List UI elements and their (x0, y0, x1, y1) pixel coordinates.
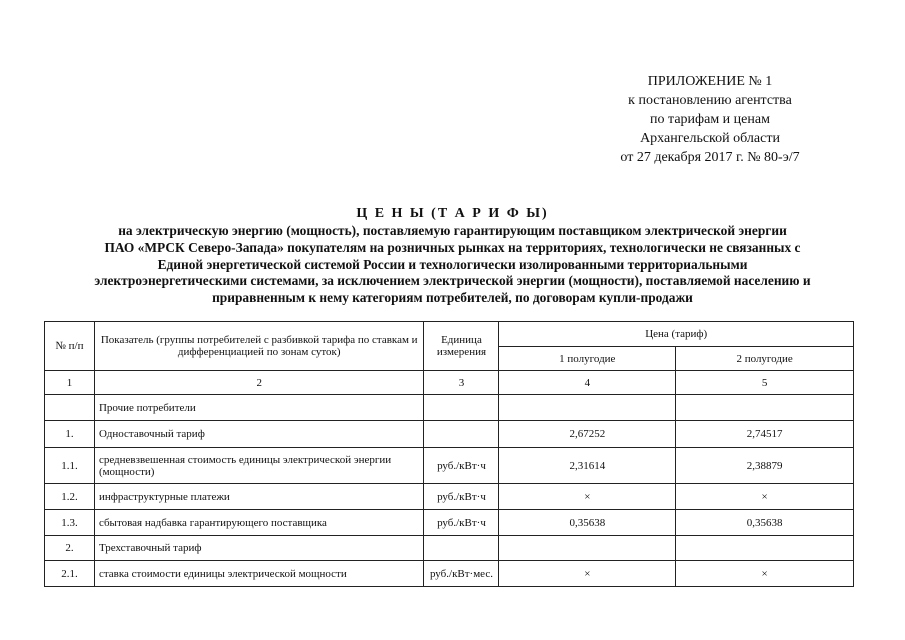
header-price: Цена (тариф) (499, 322, 854, 347)
row-unit: руб./кВт·ч (424, 510, 499, 536)
row-num: 1.1. (45, 448, 95, 484)
row-value-2: 2,38879 (676, 448, 854, 484)
row-name: Прочие потребители (94, 395, 424, 421)
row-value-2: 2,74517 (676, 421, 854, 448)
row-value-1: × (499, 561, 676, 587)
colnum-4: 4 (499, 371, 676, 395)
row-unit: руб./кВт·мес. (424, 561, 499, 587)
row-unit (424, 395, 499, 421)
heading-line-3: Единой энергетической системой России и технологически изолированными территориальными (157, 256, 748, 272)
heading-line-4: электроэнергетическими системами, за исключением электрической энергии (мощности), поставляемой населению и (94, 273, 811, 289)
appendix-line-1: к постановлению агентства (628, 93, 792, 108)
row-value-2 (676, 536, 854, 561)
appendix-line-4: от 27 декабря 2017 г. № 80-э/7 (620, 150, 800, 165)
heading-line-5: приравненным к нему категориям потребителей, по договорам купли-продажи (212, 290, 693, 306)
colnum-5: 5 (676, 371, 854, 395)
row-num: 1. (45, 421, 95, 448)
tariff-table (44, 321, 854, 587)
header-half-2: 2 полугодие (676, 347, 854, 371)
heading-line-1: на электрическую энергию (мощность), поставляемую гарантирующим поставщиком электрической энергии (118, 223, 787, 238)
row-name: средневзвешенная стоимость единицы электрической энергии (мощности) (94, 448, 424, 484)
table-row (45, 536, 854, 561)
row-value-2 (676, 395, 854, 421)
table-row (45, 561, 854, 587)
row-value-1 (499, 395, 676, 421)
row-num: 2. (45, 536, 95, 561)
row-value-2: 0,35638 (676, 510, 854, 536)
colnum-2: 2 (94, 371, 424, 395)
row-name: Трехставочный тариф (94, 536, 424, 561)
row-num: 1.3. (45, 510, 95, 536)
row-name: инфраструктурные платежи (94, 484, 424, 510)
appendix-line-3: Архангельской области (640, 131, 780, 146)
row-value-1: × (499, 484, 676, 510)
table-row (45, 448, 854, 484)
row-num (45, 395, 95, 421)
table-row (45, 421, 854, 448)
appendix-block (560, 72, 860, 167)
header-unit: Единица измерения (424, 322, 499, 371)
header-indicator: Показатель (группы потребителей с разбивкой тарифа по ставкам и дифференциацией по зонам суток) (94, 322, 424, 371)
table-row (45, 395, 854, 421)
row-name: ставка стоимости единицы электрической мощности (94, 561, 424, 587)
row-value-1 (499, 536, 676, 561)
row-unit: руб./кВт·ч (424, 484, 499, 510)
colnum-3: 3 (424, 371, 499, 395)
row-value-1: 0,35638 (499, 510, 676, 536)
row-num: 1.2. (45, 484, 95, 510)
row-name: сбытовая надбавка гарантирующего поставщика (94, 510, 424, 536)
row-unit: руб./кВт·ч (424, 448, 499, 484)
appendix-line-2: по тарифам и ценам (650, 112, 770, 127)
heading-line-2: ПАО «МРСК Северо-Запада» покупателям на розничных рынках на территориях, технологически не связанных с (104, 239, 801, 255)
heading-main: Ц Е Н Ы (Т А Р И Ф Ы) (356, 206, 549, 221)
header-num: № п/п (45, 322, 95, 371)
table-row (45, 510, 854, 536)
row-num: 2.1. (45, 561, 95, 587)
row-name: Одноставочный тариф (94, 421, 424, 448)
appendix-title: ПРИЛОЖЕНИЕ № 1 (647, 74, 773, 89)
colnum-1: 1 (45, 371, 95, 395)
document-heading (30, 205, 875, 307)
row-unit (424, 536, 499, 561)
header-half-1: 1 полугодие (499, 347, 676, 371)
row-value-2: × (676, 561, 854, 587)
row-value-2: × (676, 484, 854, 510)
row-value-1: 2,31614 (499, 448, 676, 484)
row-value-1: 2,67252 (499, 421, 676, 448)
table-row (45, 484, 854, 510)
row-unit (424, 421, 499, 448)
